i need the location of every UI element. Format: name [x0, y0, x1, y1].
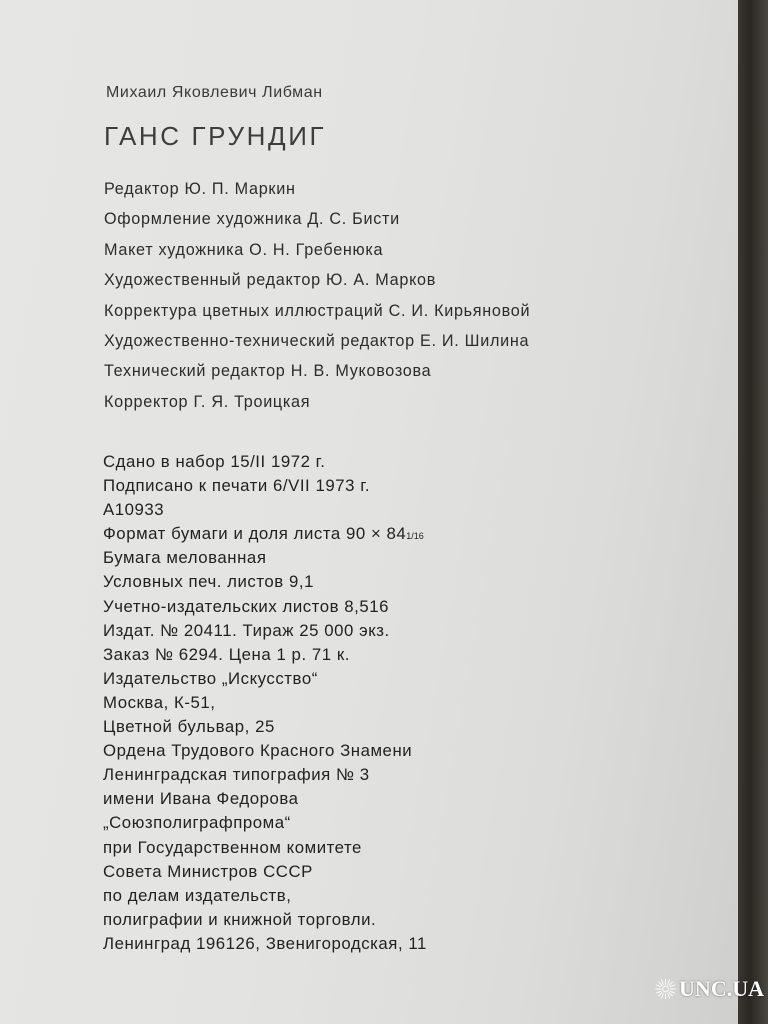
watermark	[654, 966, 764, 1012]
imprint-line: Цветной бульвар, 25	[103, 717, 275, 737]
imprint-line: „Союзполиграфпрома“	[103, 813, 291, 833]
credit-line-editor: Редактор Ю. П. Маркин	[104, 180, 296, 198]
imprint-line: полиграфии и книжной торговли.	[103, 909, 377, 929]
imprint-line: Издат. № 20411. Тираж 25 000 экз.	[103, 620, 390, 640]
credit-line-proofreader: Корректор Г. Я. Троицкая	[104, 392, 311, 411]
imprint-line: Москва, К-51,	[103, 692, 216, 712]
imprint-line: А10933	[103, 500, 165, 520]
sunburst-icon	[654, 969, 677, 1009]
credit-line-art-editor: Художественный редактор Ю. А. Марков	[104, 271, 437, 290]
imprint-line: Подписано к печати 6/VII 1973 г.	[103, 476, 371, 496]
imprint-line: Ленинград 196126, Звенигородская, 11	[103, 933, 427, 953]
imprint-line: по делам издательств,	[103, 885, 292, 905]
format-text: Формат бумаги и доля листа 90 × 84	[103, 524, 407, 544]
credit-line-layout: Макет художника О. Н. Гребенюка	[104, 240, 384, 259]
imprint-line: Ордена Трудового Красного Знамени	[103, 741, 413, 761]
imprint-line: Бумага мелованная	[103, 548, 267, 568]
page-edge-shadow	[738, 0, 768, 1024]
imprint-line: Ленинградская типография № 3	[103, 765, 370, 785]
credit-line-art-tech-editor: Художественно-технический редактор Е. И. Шилина	[104, 331, 530, 350]
credit-line-design: Оформление художника Д. С. Бисти	[104, 210, 400, 229]
credits-list	[104, 174, 530, 417]
credit-line-tech-editor: Технический редактор Н. В. Муковозова	[104, 362, 432, 381]
author-name: Михаил Яковлевич Либман	[106, 84, 323, 101]
imprint-line: Издательство „Искусство“	[103, 668, 318, 688]
format-fraction: 1/16	[406, 531, 424, 542]
imprint-line: Условных печ. листов 9,1	[103, 572, 314, 592]
book-title: ГАНС ГРУНДИГ	[104, 121, 327, 151]
imprint-line: при Государственном комитете	[103, 837, 362, 857]
imprint-line-format	[103, 522, 427, 546]
imprint-line: Совета Министров СССР	[103, 861, 313, 881]
imprint-line: Заказ № 6294. Цена 1 р. 71 к.	[103, 644, 350, 664]
imprint-line: имени Ивана Федорова	[103, 789, 299, 809]
imprint-line: Сдано в набор 15/II 1972 г.	[103, 452, 326, 471]
imprint-block	[103, 450, 427, 956]
watermark-text: UNC.UA	[679, 976, 764, 1001]
credit-line-color-proofing: Корректура цветных иллюстраций С. И. Кирьяновой	[104, 301, 531, 320]
imprint-line: Учетно-издательских листов 8,516	[103, 596, 390, 616]
